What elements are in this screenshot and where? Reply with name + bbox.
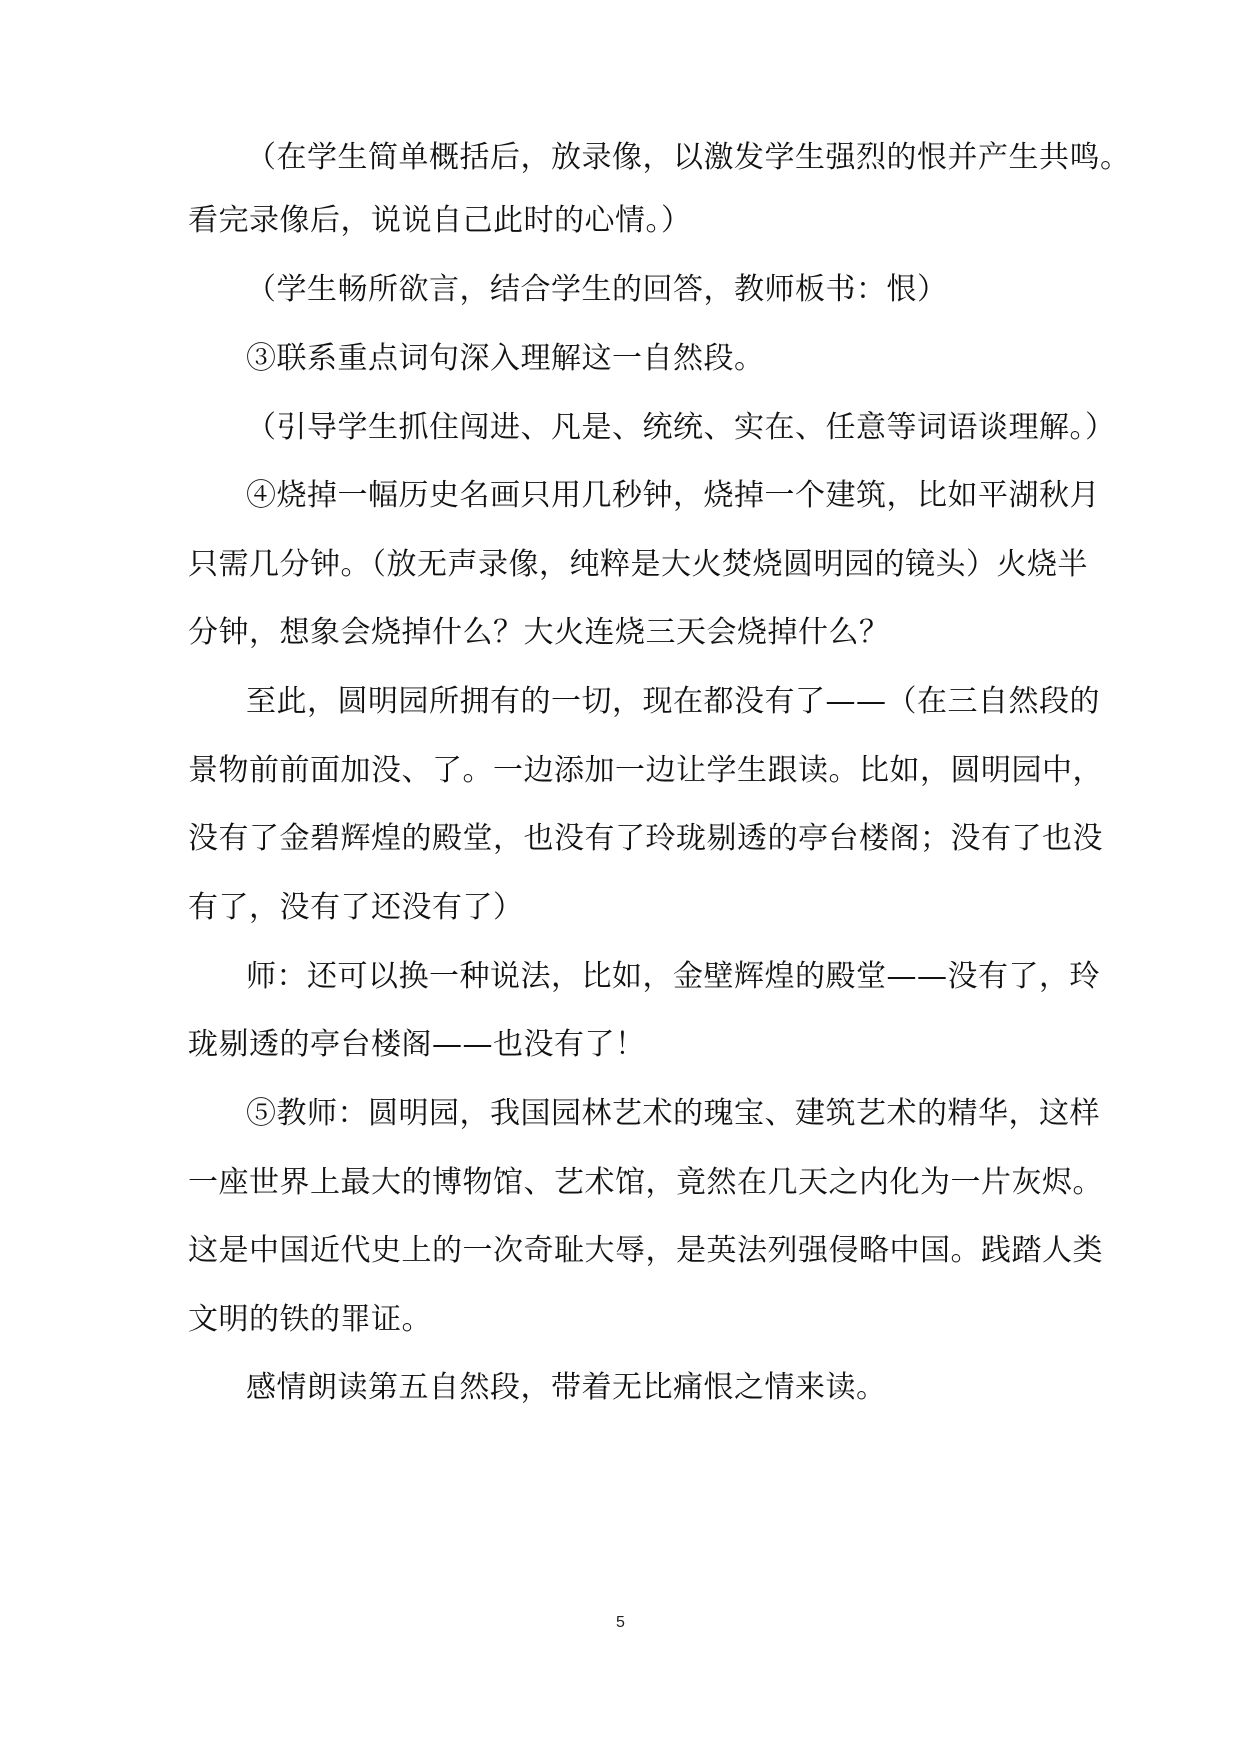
text-line: 分钟，想象会烧掉什么？大火连烧三天会烧掉什么？ <box>188 615 890 650</box>
text-line: 有了，没有了还没有了） <box>188 890 524 925</box>
text-line: 文明的铁的罪证。 <box>188 1302 432 1337</box>
text-line: 没有了金碧辉煌的殿堂，也没有了玲珑剔透的亭台楼阁；没有了也没 <box>188 821 1103 856</box>
text-line: ④烧掉一幅历史名画只用几秒钟，烧掉一个建筑，比如平湖秋月 <box>246 478 1100 513</box>
text-line: （学生畅所欲言，结合学生的回答，教师板书：恨） <box>246 272 948 307</box>
text-line: （引导学生抓住闯进、凡是、统统、实在、任意等词语谈理解。） <box>246 410 1116 445</box>
text-line: 至此，圆明园所拥有的一切，现在都没有了——（在三自然段的 <box>246 684 1100 719</box>
text-line: （在学生简单概括后，放录像，以激发学生强烈的恨并产生共鸣。 <box>246 140 1131 175</box>
text-line: 感情朗读第五自然段，带着无比痛恨之情来读。 <box>246 1370 887 1405</box>
text-line: 只需几分钟。（放无声录像，纯粹是大火焚烧圆明园的镜头）火烧半 <box>188 547 1088 582</box>
text-line: ③联系重点词句深入理解这一自然段。 <box>246 341 765 376</box>
page-number: 5 <box>616 1614 625 1631</box>
text-line: 景物前前面加没、了。一边添加一边让学生跟读。比如，圆明园中， <box>188 753 1103 788</box>
text-line: 看完录像后，说说自己此时的心情。） <box>188 203 692 238</box>
text-line: 这是中国近代史上的一次奇耻大辱，是英法列强侵略中国。践踏人类 <box>188 1233 1103 1268</box>
text-line: 一座世界上最大的博物馆、艺术馆，竟然在几天之内化为一片灰烬。 <box>188 1165 1103 1200</box>
text-line: 师：还可以换一种说法，比如，金壁辉煌的殿堂——没有了，玲 <box>246 959 1100 994</box>
text-line: ⑤教师：圆明园，我国园林艺术的瑰宝、建筑艺术的精华，这样 <box>246 1096 1100 1131</box>
text-line: 珑剔透的亭台楼阁——也没有了！ <box>188 1027 646 1062</box>
